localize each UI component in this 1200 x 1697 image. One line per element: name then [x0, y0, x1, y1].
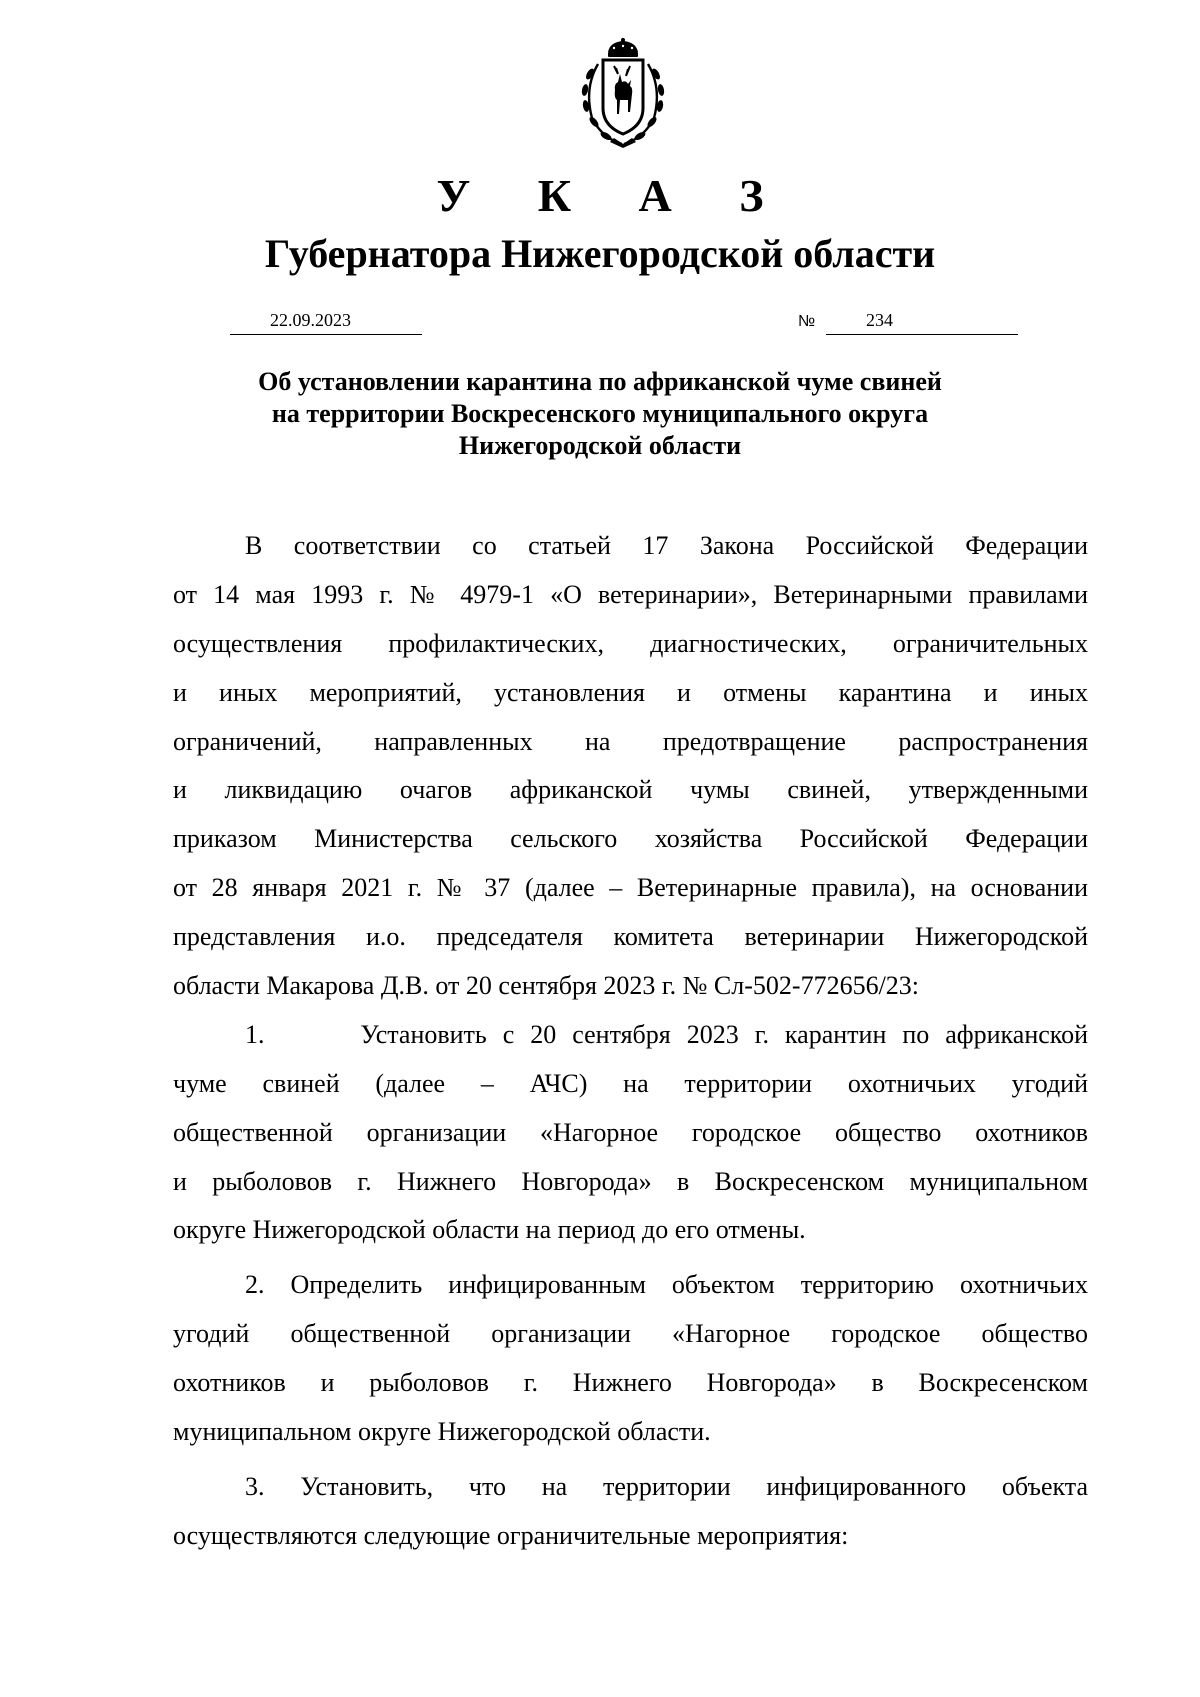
body-line: 2. Определить инфицированным объектом территорию охотничьих — [245, 1270, 1088, 1300]
date-field — [230, 308, 422, 335]
body-line: 1. Установить с 20 сентября 2023 г. карантин по африканской — [245, 1019, 1088, 1049]
body-line: угодий общественной организации «Нагорное городское общество — [173, 1319, 1088, 1349]
item-3-paragraph — [173, 1463, 1088, 1561]
body-line: от 28 января 2021 г. № 37 (далее – Ветеринарные правила), на основании — [173, 873, 1088, 903]
body-line: области Макарова Д.В. от 20 сентября 2023 г. № Сл-502-772656/23: — [173, 971, 920, 1001]
title-line: Об установлении карантина по африканской чуме свиней — [258, 367, 942, 396]
preamble-paragraph — [173, 522, 1088, 1011]
document-kind: У К А З — [436, 170, 792, 221]
body-line: и ликвидацию очагов африканской чумы свиней, утвержденными — [173, 775, 1088, 805]
title-line: Нижегородской области — [458, 431, 742, 460]
body-line: чуме свиней (далее – АЧС) на территории охотничьих угодий — [173, 1068, 1088, 1098]
coat-of-arms-icon — [570, 38, 675, 150]
number-sign: № — [798, 313, 816, 330]
date-value: 22.09.2023 — [270, 310, 351, 330]
body-line: муниципальном округе Нижегородской области. — [173, 1417, 711, 1447]
title-line: на территории Воскресенского муниципального округа — [271, 399, 929, 428]
body-line: общественной организации «Нагорное городское общество охотников — [173, 1117, 1088, 1147]
body-line: приказом Министерства сельского хозяйства Российской Федерации — [173, 824, 1088, 854]
body-line: представления и.о. председателя комитета ветеринарии Нижегородской — [173, 922, 1088, 952]
body-line: осуществления профилактических, диагностических, ограничительных — [173, 628, 1088, 658]
decree-body — [173, 522, 1088, 1561]
item-1-paragraph — [173, 1011, 1088, 1255]
body-line: 3. Установить, что на территории инфицированного объекта — [245, 1471, 1088, 1501]
body-line: охотников и рыболовов г. Нижнего Новгорода» в Воскресенском — [173, 1368, 1088, 1398]
body-line: осуществляются следующие ограничительные мероприятия: — [173, 1520, 849, 1550]
number-field — [826, 308, 1018, 335]
item-2-paragraph — [173, 1261, 1088, 1457]
number-value: 234 — [866, 310, 893, 330]
body-line: и иных мероприятий, установления и отмены карантина и иных — [173, 677, 1088, 707]
issuer-title: Губернатора Нижегородской области — [264, 231, 936, 276]
body-line: округе Нижегородской области на период до его отмены. — [173, 1215, 806, 1245]
body-line: и рыболовов г. Нижнего Новгорода» в Воскресенском муниципальном — [173, 1166, 1088, 1196]
body-line: от 14 мая 1993 г. № 4979-1 «О ветеринарии», Ветеринарными правилами — [173, 579, 1088, 609]
body-line: ограничений, направленных на предотвращение распространения — [173, 726, 1088, 756]
body-line: В соответствии со статьей 17 Закона Российской Федерации — [245, 531, 1088, 560]
decree-title — [0, 366, 1200, 462]
